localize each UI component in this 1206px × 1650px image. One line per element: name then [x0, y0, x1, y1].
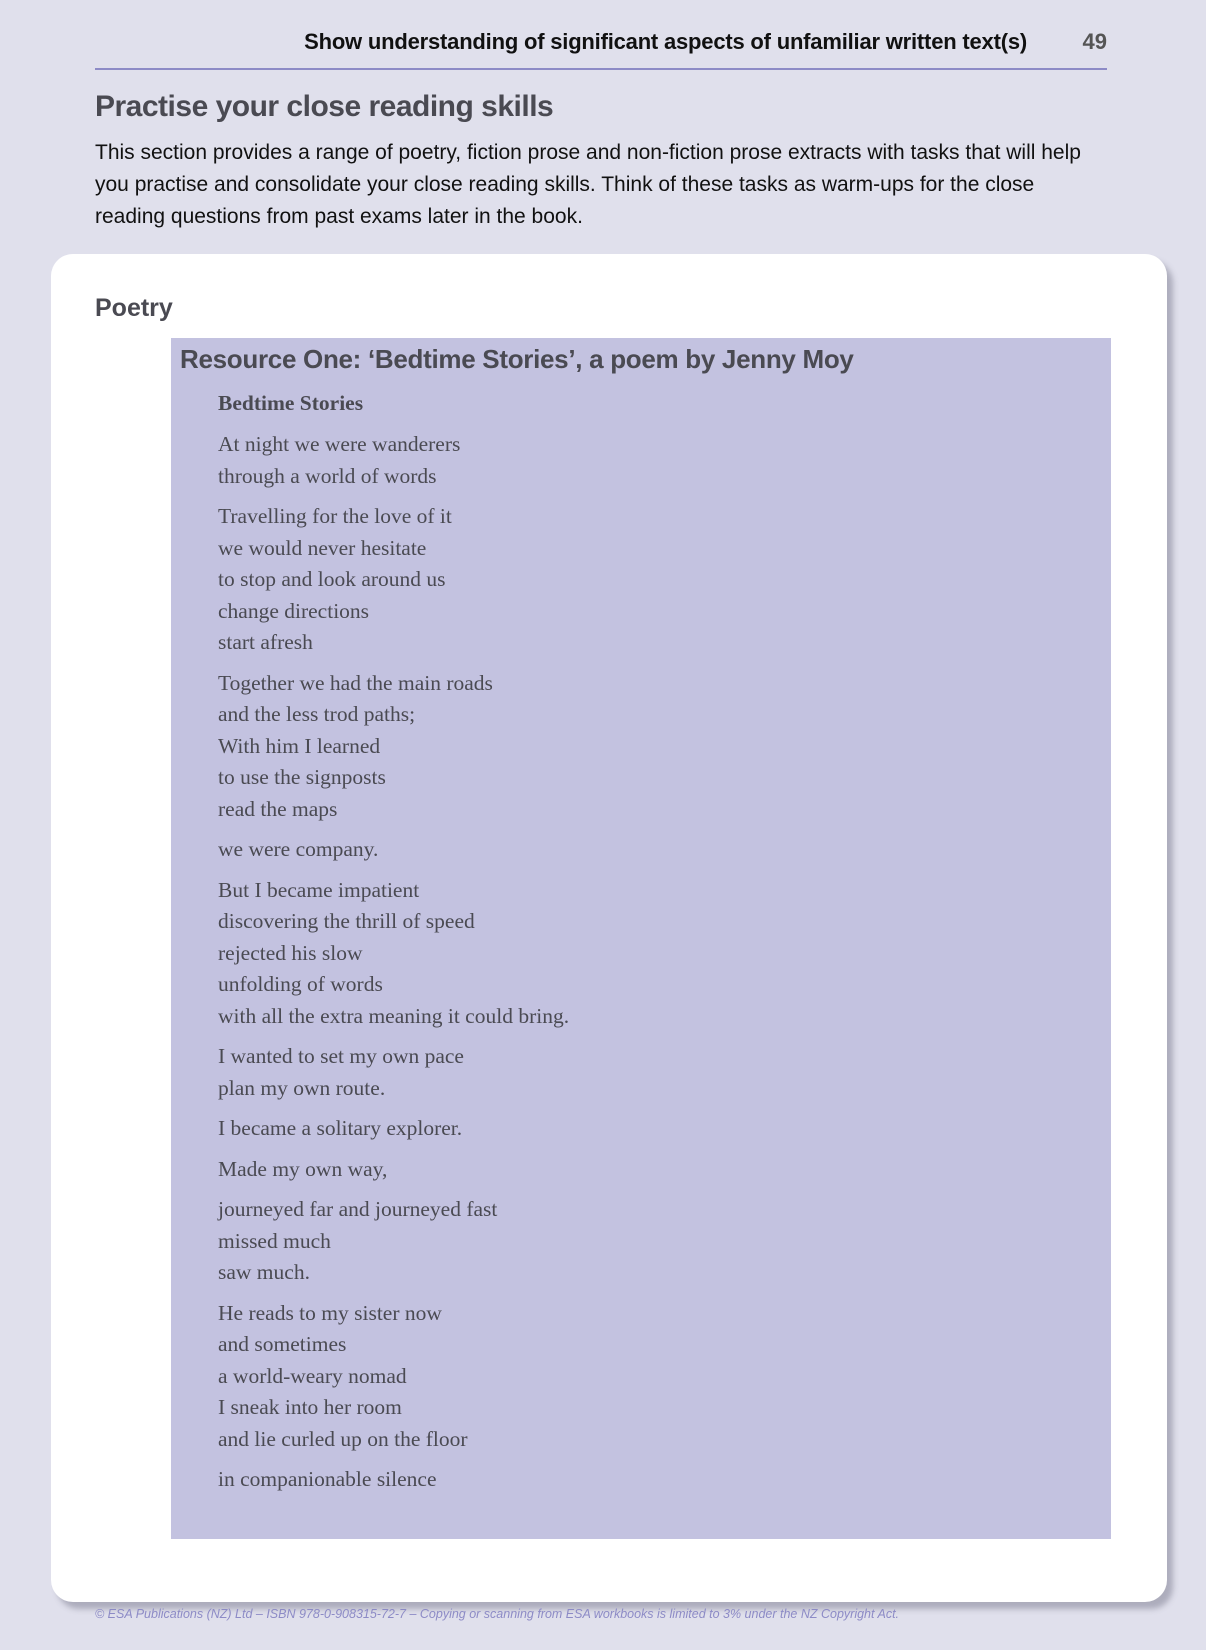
resource-title: Resource One: ‘Bedtime Stories’, a poem by Jenny Moy	[180, 344, 854, 374]
section-heading: Practise your close reading skills	[95, 90, 554, 123]
poem-line: in companionable silence	[218, 1467, 437, 1491]
poem-line: saw much.	[218, 1260, 310, 1284]
poem-line: to stop and look around us	[218, 567, 446, 591]
poem-line: I sneak into her room	[218, 1395, 402, 1419]
poem-line: Travelling for the love of it	[218, 504, 452, 528]
poem-line: I became a solitary explorer.	[218, 1116, 463, 1140]
poem-line: through a world of words	[218, 463, 437, 488]
poem-line: and sometimes	[218, 1332, 347, 1356]
running-head	[95, 26, 1107, 70]
resource-box	[171, 338, 1111, 1539]
poetry-label: Poetry	[95, 294, 173, 322]
poem-line: At night we were wanderers	[218, 432, 461, 456]
poem-stanza	[218, 1041, 1078, 1104]
poem-line: we were company.	[218, 837, 379, 861]
poem-line: with all the extra meaning it could bring.	[218, 1003, 570, 1028]
poem-line: to use the signposts	[218, 765, 386, 789]
intro-paragraph: This section provides a range of poetry, fiction prose and non-fiction prose extracts with tasks that will help you practise and consolidate your close reading skills. Think of these tasks as warm-ups for the close reading questions from past exams later in the book.	[95, 141, 1081, 228]
poem-line: But I became impatient	[218, 877, 420, 902]
poem-line: change directions	[218, 598, 370, 623]
poem-line: missed much	[218, 1228, 331, 1253]
poem-stanza	[218, 875, 1078, 1033]
poem-stanza	[218, 1464, 1078, 1496]
poem-stanzas	[218, 429, 1078, 1496]
poem-line: read the maps	[218, 796, 338, 821]
poem-line: journeyed far and journeyed fast	[218, 1197, 498, 1221]
poem-line: With him I learned	[218, 733, 381, 758]
poem-line: I wanted to set my own pace	[218, 1044, 464, 1068]
poem	[218, 388, 1078, 1505]
poem-stanza	[218, 429, 1078, 492]
poem-line: Together we had the main roads	[218, 670, 493, 695]
poem-line: and lie curled up on the floor	[218, 1426, 468, 1451]
copyright-footer: © ESA Publications (NZ) Ltd – ISBN 978-0-908315-72-7 – Copying or scanning from ESA workbooks is limited to 3% under the NZ Copyright Act.	[95, 1607, 900, 1621]
poem-stanza	[218, 668, 1078, 826]
poem-title: Bedtime Stories	[218, 391, 364, 415]
poem-line: unfolding of words	[218, 972, 383, 996]
running-title: Show understanding of significant aspects of unfamiliar written text(s)	[304, 29, 1027, 54]
poem-line: a world-weary nomad	[218, 1363, 407, 1388]
poetry-card	[51, 254, 1167, 1602]
poem-line: and the less trod paths;	[218, 702, 416, 726]
poem-stanza	[218, 1154, 1078, 1186]
poem-line: Made my own way,	[218, 1156, 388, 1181]
poem-line: we would never hesitate	[218, 535, 427, 560]
poem-line: plan my own route.	[218, 1075, 386, 1100]
poem-stanza	[218, 1113, 1078, 1145]
poem-line: He reads to my sister now	[218, 1300, 442, 1325]
poem-stanza	[218, 1194, 1078, 1289]
poem-line: rejected his slow	[218, 940, 363, 965]
poem-stanza	[218, 1298, 1078, 1456]
page-number: 49	[1082, 29, 1107, 54]
poem-stanza	[218, 834, 1078, 866]
poem-line: start afresh	[218, 630, 313, 654]
poem-line: discovering the thrill of speed	[218, 909, 475, 933]
poem-stanza	[218, 501, 1078, 659]
